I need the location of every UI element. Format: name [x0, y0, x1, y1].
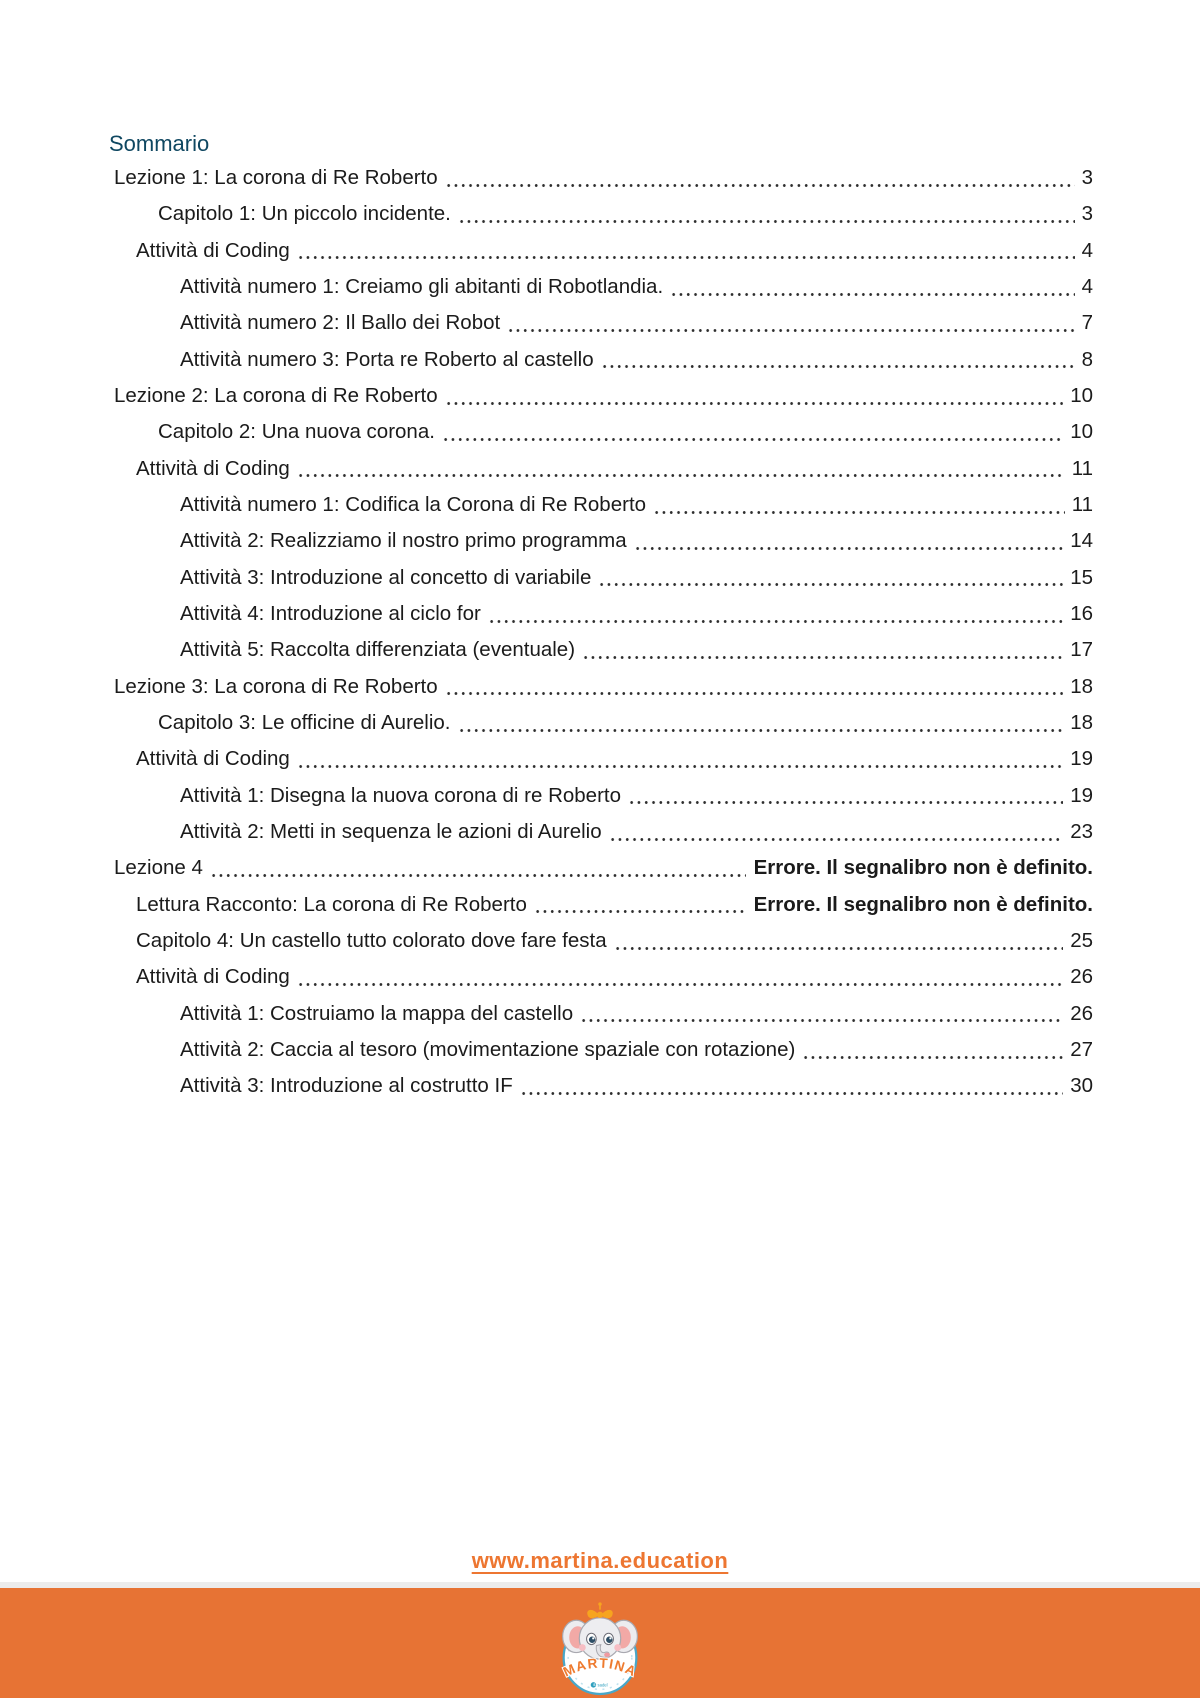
logo-text: MARTINA — [560, 1655, 640, 1680]
toc-entry-label: Attività numero 1: Codifica la Corona di Re Roberto — [180, 493, 647, 517]
dot-leader — [445, 184, 1075, 187]
toc-entry-label: Attività 5: Raccolta differenziata (eventuale) — [180, 638, 576, 662]
dot-leader — [297, 983, 1063, 986]
toc-entry[interactable] — [108, 196, 1093, 232]
toc-page-number: 10 — [1070, 384, 1093, 408]
toc-page-number: 26 — [1070, 965, 1093, 989]
sub-logo-icon — [591, 1682, 608, 1687]
toc-entry[interactable] — [108, 305, 1093, 341]
dot-leader — [458, 729, 1064, 732]
toc-entry-label: Attività di Coding — [136, 965, 290, 989]
website-link[interactable]: www.martina.education — [471, 1548, 729, 1573]
toc-entry[interactable] — [108, 414, 1093, 450]
toc-entry-label: Capitolo 2: Una nuova corona. — [158, 420, 435, 444]
toc-entry-label: Attività di Coding — [136, 238, 290, 262]
toc-page-number: 14 — [1070, 529, 1093, 553]
toc-error-label: Errore. Il segnalibro non è definito. — [753, 856, 1093, 880]
toc-page-number: 11 — [1071, 493, 1093, 517]
toc-entry[interactable] — [108, 850, 1093, 886]
toc-entry[interactable] — [108, 887, 1093, 923]
page-title: Sommario — [109, 131, 210, 156]
toc-page-number: 16 — [1070, 602, 1093, 626]
toc-entry[interactable] — [108, 959, 1093, 995]
toc-entry[interactable] — [108, 923, 1093, 959]
dot-leader — [442, 438, 1063, 441]
martina-logo — [549, 1596, 651, 1697]
dot-leader — [488, 620, 1063, 623]
toc-entry[interactable] — [108, 705, 1093, 741]
toc-entry[interactable] — [108, 996, 1093, 1032]
toc-entry[interactable] — [108, 342, 1093, 378]
toc-entry-label: Lezione 4 — [114, 856, 203, 880]
toc-entry[interactable] — [108, 451, 1093, 487]
toc-entry-label: Attività 2: Realizziamo il nostro primo programma — [180, 529, 627, 553]
toc-entry[interactable] — [108, 632, 1093, 668]
toc-entry[interactable] — [108, 160, 1093, 196]
toc-entry[interactable] — [108, 814, 1093, 850]
dot-leader — [520, 1092, 1063, 1095]
toc-entry[interactable] — [108, 1068, 1093, 1104]
bow-icon — [587, 1602, 613, 1618]
toc-entry[interactable] — [108, 378, 1093, 414]
dot-leader — [614, 947, 1064, 950]
toc-entry-label: Attività di Coding — [136, 747, 290, 771]
toc-error-label: Errore. Il segnalibro non è definito. — [753, 892, 1093, 916]
toc-entry-label: Attività 3: Introduzione al concetto di variabile — [180, 565, 592, 589]
toc-page-number: 7 — [1081, 311, 1093, 335]
dot-leader — [445, 692, 1064, 695]
toc-entry-label: Attività 2: Caccia al tesoro (movimentazione spaziale con rotazione) — [180, 1038, 796, 1062]
dot-leader — [582, 656, 1063, 659]
toc-entry[interactable] — [108, 233, 1093, 269]
toc-entry-label: Attività 2: Metti in sequenza le azioni di Aurelio — [180, 820, 602, 844]
toc-page-number: 19 — [1070, 747, 1093, 771]
toc-page-number: 3 — [1081, 166, 1093, 190]
toc-page-number: 30 — [1070, 1074, 1093, 1098]
toc-page-number: 8 — [1081, 347, 1093, 371]
toc-entry[interactable] — [108, 269, 1093, 305]
toc-page-number: 4 — [1081, 275, 1093, 299]
toc-entry-label: Attività 3: Introduzione al costrutto IF — [180, 1074, 513, 1098]
dot-leader — [297, 474, 1065, 477]
toc-entry-label: Attività 4: Introduzione al ciclo for — [180, 602, 481, 626]
dot-leader — [580, 1019, 1063, 1022]
toc-entry-label: Capitolo 4: Un castello tutto colorato dove fare festa — [136, 929, 607, 953]
toc-page-number: 19 — [1070, 783, 1093, 807]
toc-entry-label: Attività 1: Disegna la nuova corona di re Roberto — [180, 783, 622, 807]
toc-page-number: 17 — [1070, 638, 1093, 662]
toc-entry-label: Attività numero 1: Creiamo gli abitanti di Robotlandia. — [180, 275, 664, 299]
toc-entry[interactable] — [108, 487, 1093, 523]
toc-entry-label: Attività numero 2: Il Ballo dei Robot — [180, 311, 501, 335]
dot-leader — [670, 293, 1074, 296]
toc-page-number: 26 — [1070, 1001, 1093, 1025]
toc-entry-label: Attività numero 3: Porta re Roberto al castello — [180, 347, 594, 371]
toc-page-number: 18 — [1070, 711, 1093, 735]
dot-leader — [458, 220, 1075, 223]
dot-leader — [598, 583, 1063, 586]
toc-entry-label: Attività 1: Costruiamo la mappa del castello — [180, 1001, 574, 1025]
toc-page-number: 11 — [1071, 456, 1093, 480]
dot-leader — [628, 801, 1063, 804]
dot-leader — [297, 256, 1075, 259]
toc-entry-label: Lezione 2: La corona di Re Roberto — [114, 384, 438, 408]
toc-page-number: 25 — [1070, 929, 1093, 953]
svg-text:S: S — [593, 1683, 596, 1688]
toc-page-number: 18 — [1070, 674, 1093, 698]
toc-entry-label: Attività di Coding — [136, 456, 290, 480]
toc-entry[interactable] — [108, 560, 1093, 596]
dot-leader — [802, 1056, 1063, 1059]
toc-entry[interactable] — [108, 523, 1093, 559]
toc-entry-label: Capitolo 1: Un piccolo incidente. — [158, 202, 451, 226]
dot-leader — [534, 910, 746, 913]
dot-leader — [507, 329, 1074, 332]
dot-leader — [653, 511, 1065, 514]
table-of-contents — [108, 160, 1093, 1105]
dot-leader — [609, 838, 1064, 841]
toc-entry-label: Lettura Racconto: La corona di Re Roberto — [136, 892, 527, 916]
dot-leader — [634, 547, 1064, 550]
toc-entry[interactable] — [108, 596, 1093, 632]
toc-page-number: 3 — [1081, 202, 1093, 226]
toc-section — [108, 130, 1093, 1105]
toc-entry-label: Lezione 1: La corona di Re Roberto — [114, 166, 438, 190]
toc-page-number: 15 — [1070, 565, 1093, 589]
footer — [0, 1548, 1200, 1574]
toc-page-number: 27 — [1070, 1038, 1093, 1062]
dot-leader — [210, 874, 746, 877]
toc-page-number: 23 — [1070, 820, 1093, 844]
cheek-icon — [614, 1644, 621, 1651]
dot-leader — [445, 402, 1064, 405]
toc-entry-label: Lezione 3: La corona di Re Roberto — [114, 674, 438, 698]
dot-leader — [601, 365, 1075, 368]
toc-entry[interactable] — [108, 1032, 1093, 1068]
toc-page-number: 4 — [1081, 238, 1093, 262]
toc-entry-label: Capitolo 3: Le officine di Aurelio. — [158, 711, 451, 735]
dot-leader — [297, 765, 1063, 768]
toc-entry[interactable] — [108, 669, 1093, 705]
toc-page-number: 10 — [1070, 420, 1093, 444]
svg-text:sadel: sadel — [597, 1682, 608, 1688]
cheek-icon — [579, 1644, 586, 1651]
toc-entry[interactable] — [108, 778, 1093, 814]
toc-entry[interactable] — [108, 741, 1093, 777]
